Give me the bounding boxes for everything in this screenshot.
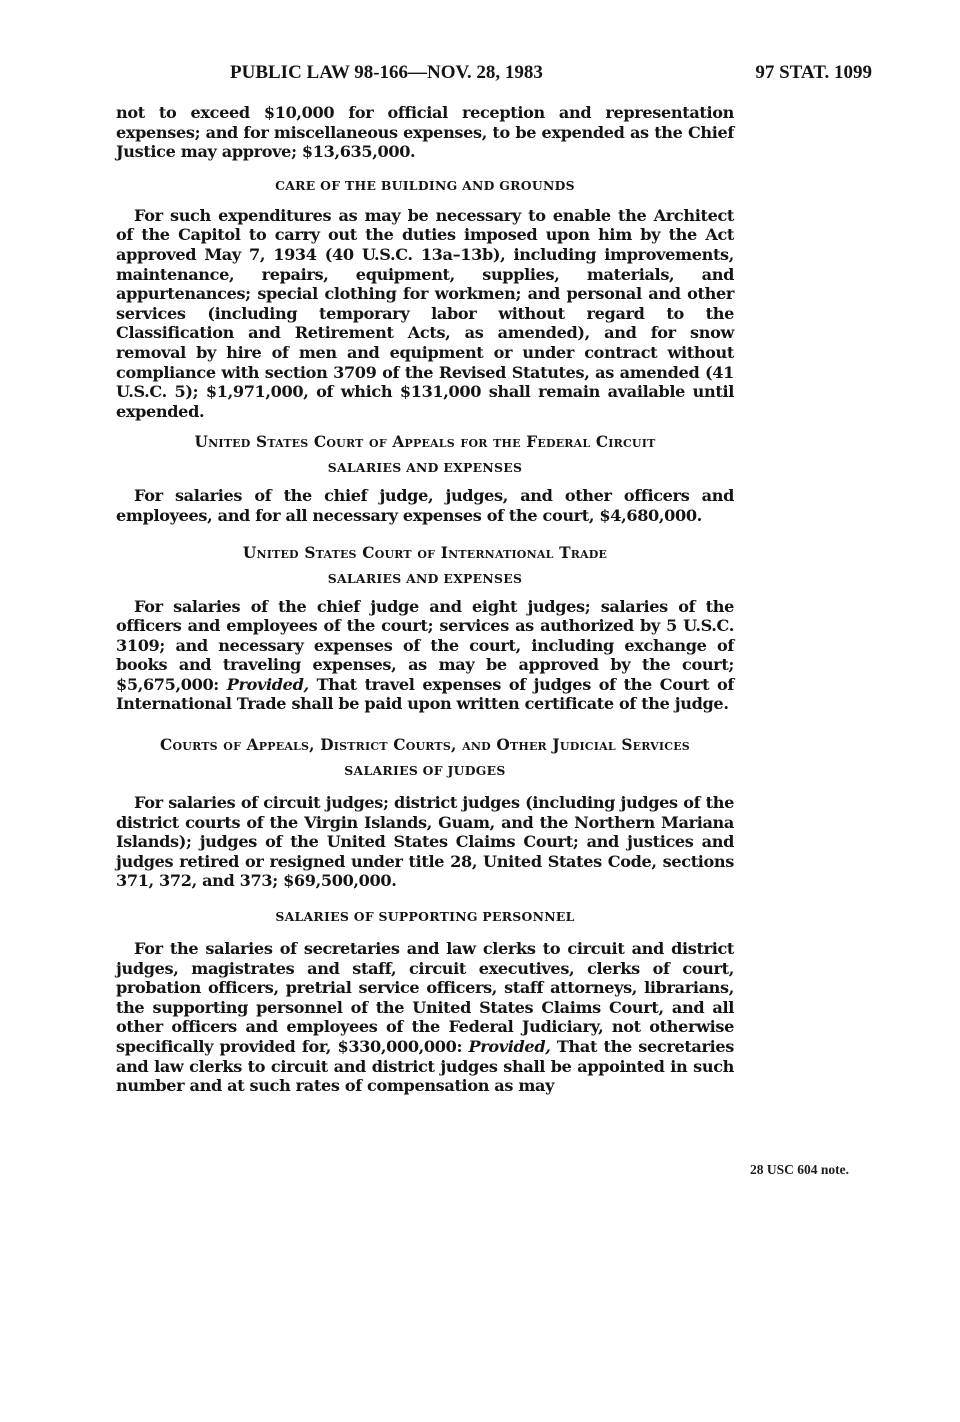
heading-care-of-building: CARE OF THE BUILDING AND GROUNDS <box>275 177 575 193</box>
main-text-column <box>116 103 734 1096</box>
text-supporting-provided: Provided, <box>468 1037 551 1056</box>
statute-page-number: 97 STAT. 1099 <box>755 62 872 83</box>
text-trade-provided: Provided, <box>226 674 309 694</box>
heading-salaries-of-judges: SALARIES OF JUDGES <box>344 763 506 779</box>
paragraph-salaries-of-judges: For salaries of circuit judges; district judges (including judges of the district courts of the Virgin Islands, Guam, and the Northern Mariana Islands); judges of the United States Claims Court; and justices and judges retired or resigned under title 28, United States Code, sections 371, 372, and 373; $69,500,000. <box>116 793 734 891</box>
text-supporting-part-a: For the salaries of secretaries and law clerks to circuit and district judges, magistrates and staff, circuit executives, clerks of court, probation officers, pretrial service officers, staff attorneys, librarians, the supporting personnel of the United States Claims Court, and all other officers and employees of the Federal Judiciary, not otherwise specifically provided for, $330,000,000: <box>116 939 734 1056</box>
heading-court-of-appeals-federal-circuit: United States Court of Appeals for the Federal Circuit <box>194 433 656 452</box>
paragraph-reception-expenses: not to exceed $10,000 for official reception and representation expenses; and for miscellaneous expenses, to be expended as the Chief Justice may approve; $13,635,000. <box>116 103 734 162</box>
margin-note-28-usc-604: 28 USC 604 note. <box>750 1162 850 1177</box>
paragraph-federal-circuit: For salaries of the chief judge, judges, and other officers and employees, and for all necessary expenses of the court, $4,680,000. <box>116 486 734 525</box>
heading-salaries-and-expenses-trade: SALARIES AND EXPENSES <box>327 570 523 586</box>
heading-courts-judicial-services: Courts of Appeals, District Courts, and Other Judicial Services <box>160 736 690 755</box>
heading-court-of-international-trade: United States Court of International Trade <box>242 543 608 562</box>
paragraph-supporting-personnel <box>116 939 734 1096</box>
page-header <box>118 62 874 86</box>
paragraph-international-trade <box>116 597 734 715</box>
heading-salaries-and-expenses-federal: SALARIES AND EXPENSES <box>327 460 523 476</box>
text-supporting-part-b: That the secretaries and law clerks to circuit and district judges shall be appointed in such number and at such rates of compensation as may <box>116 1037 734 1096</box>
paragraph-care-of-building: For such expenditures as may be necessary to enable the Architect of the Capitol to carry out the duties imposed upon him by the Act approved May 7, 1934 (40 U.S.C. 13a–13b), including improvements, maintenance, repairs, equipment, supplies, materials, and appurtenances; special clothing for workmen; and personal and other services (including temporary labor without regard to the Classification and Retirement Acts, as amended), and for snow removal by hire of men and equipment or under contract without compliance with section 3709 of the Revised Statutes, as amended (41 U.S.C. 5); $1,971,000, of which $131,000 shall remain available until expended. <box>116 205 734 421</box>
running-head: PUBLIC LAW 98-166—NOV. 28, 1983 <box>230 62 543 83</box>
heading-supporting-personnel: SALARIES OF SUPPORTING PERSONNEL <box>275 909 575 925</box>
text-trade-part-a: For salaries of the chief judge and eight judges; salaries of the officers and employees of the court; services as authorized by 5 U.S.C. 3109; and necessary expenses of the court, including exchange of books and traveling expenses, as may be approved by the court; $5,675,000: <box>116 596 734 694</box>
text-trade-part-b: That travel expenses of judges of the Court of International Trade shall be paid upon written certificate of the judge. <box>116 674 734 714</box>
